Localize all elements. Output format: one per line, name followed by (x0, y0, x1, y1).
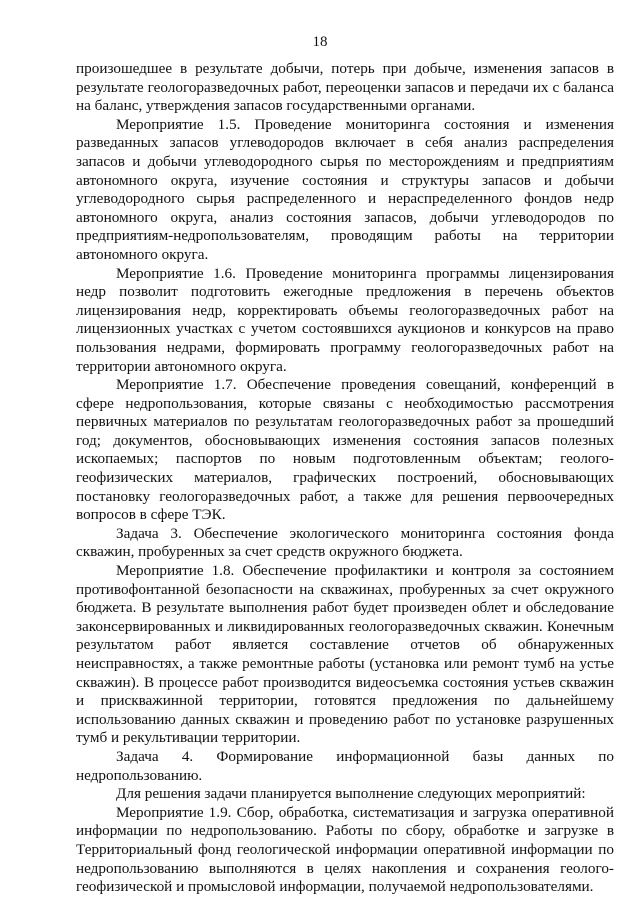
paragraph-measure-1-8: Мероприятие 1.8. Обеспечение профилактики и контроля за состоянием противофонтанной безопасности на скважинах, пробуренных за счет окружного бюджета. В результате выполнения работ будет произведен облет и обследование законсервированных и ликвидированных геологоразведочных скважин. Конечным результатом работ является составление отчетов об обнаруженных неисправностях, а также ремонтные работы (установка или ремонт тумб на устье скважин). В процессе работ производится видеосъемка состояния устьев скважин и прискважинной территории, готовятся предложения по дальнейшему использованию данных скважин и проведению работ по установке разрушенных тумб и рекультивации территории. (76, 562, 614, 747)
paragraph-task-3: Задача 3. Обеспечение экологического мониторинга состояния фонда скважин, пробуренных за счет средств окружного бюджета. (76, 524, 614, 561)
document-body (76, 60, 614, 897)
paragraph-measure-1-7: Мероприятие 1.7. Обеспечение проведения совещаний, конференций в сфере недропользования, которые связаны с необходимостью рассмотрения первичных материалов по результатам геологоразведочных работ за прошедший год; документов, обосновывающих изменения состояния запасов полезных ископаемых; паспортов по новым подготовленным объектам; геолого-геофизических материалов, графических построений, обосновывающих постановку геологоразведочных работ, а также для решения первоочередных вопросов в сфере ТЭК. (76, 376, 614, 524)
paragraph-measure-1-5: Мероприятие 1.5. Проведение мониторинга состояния и изменения разведанных запасов углеводородов включает в себя анализ распределения запасов и добычи углеводородного сырья по месторождениям и предприятиям автономного округа, изучение состояния и структуры запасов и добычи углеводородного сырья распределенного и нераспределенного фондов недр автономного округа, анализ состояния запасов, добычи углеводородов по предприятиям-недропользователям, проводящим работы на территории автономного округа. (76, 115, 614, 263)
paragraph-measure-1-9: Мероприятие 1.9. Сбор, обработка, систематизация и загрузка оперативной информации по недропользованию. Работы по сбору, обработке и загрузке в Территориальный фонд геологической информации оперативной информации по недропользованию выполняются в целях накопления и сохранения геолого-геофизической и промысловой информации, получаемой недропользователями. (76, 803, 614, 896)
paragraph-continuation: произошедшее в результате добычи, потерь при добыче, изменения запасов в результате геологоразведочных работ, переоценки запасов и передачи их с баланса на баланс, утверждения запасов государственными органами. (76, 60, 614, 115)
paragraph-task-4: Задача 4. Формирование информационной базы данных по недропользованию. (76, 747, 614, 784)
paragraph-measure-1-6: Мероприятие 1.6. Проведение мониторинга программы лицензирования недр позволит подготовить ежегодные предложения в перечень объектов лицензирования недр, корректировать объемы геологоразведочных работ на лицензионных участках с учетом состоявшихся аукционов и конкурсов на право пользования недрами, формировать программу геологоразведочных работ на территории автономного округа. (76, 264, 614, 375)
paragraph-task-4-intro: Для решения задачи планируется выполнение следующих мероприятий: (116, 785, 586, 803)
page-number: 18 (312, 34, 328, 50)
